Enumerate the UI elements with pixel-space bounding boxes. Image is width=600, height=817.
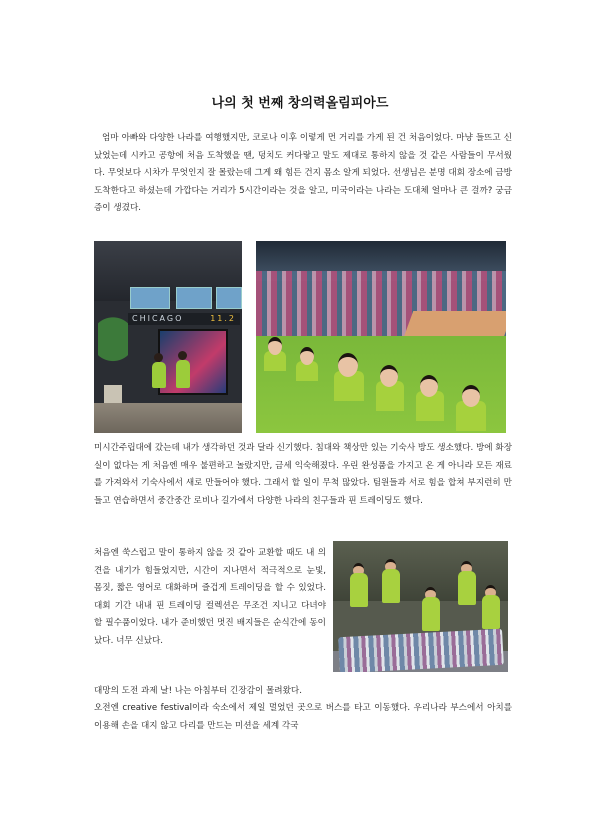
student bbox=[382, 569, 400, 603]
child-figure bbox=[152, 362, 166, 388]
flight-screen bbox=[130, 287, 170, 309]
student-face bbox=[420, 375, 438, 397]
child-head bbox=[178, 351, 187, 360]
child-figure bbox=[176, 360, 190, 388]
student-face bbox=[462, 385, 480, 407]
child-head bbox=[154, 353, 163, 362]
floor bbox=[94, 403, 242, 433]
photo-chicago-airport bbox=[94, 241, 242, 433]
display-screen bbox=[158, 329, 228, 395]
paragraph-intro: 엄마 아빠와 다양한 나라를 여행했지만, 코로나 이후 이렇게 먼 거리를 가게 된 건 처음이었다. 마냥 들뜨고 신났었는데 시카고 공항에 처음 도착했을 땐, 덩치도 커다랗고 말도 제대로 통하지 않을 것 같은 사람들이 무서웠다. 무엇보다 시차가 무엇인지 잘 몰랐는데 그게 왜 힘든 건지 몸소 알게 되었다. 선생님은 분명 대회 장소에 금방 도착한다고 하셨는데 가깝다는 거리가 5시간이라는 것을 알고, 미국이라는 나라는 도대체 얼마나 큰 걸까? 궁금증이 생겼다. bbox=[94, 133, 512, 214]
photo-pin-trading bbox=[333, 541, 508, 672]
pin-collection-board bbox=[338, 629, 504, 672]
student bbox=[422, 597, 440, 631]
plant bbox=[98, 317, 128, 391]
paragraph-pin-trading: 처음엔 쑥스럽고 말이 통하지 않을 것 같아 교환할 때도 내 의견을 내기가 힘들었지만, 시간이 지나면서 적극적으로 눈빛, 몸짓, 짧은 영어로 대화하며 즐겁게 트레이딩을 할 수 있었다. 대회 기간 내내 핀 트레이딩 컬렉션은 무조건 지니고 다녀야 할 필수품이었다. 내가 준비했던 멋진 배지들은 순식간에 동이 났다. 너무 신났다. bbox=[94, 548, 326, 646]
page-title: 나의 첫 번째 창의력올림피아드 bbox=[211, 96, 389, 111]
flight-screen bbox=[176, 287, 212, 309]
paragraph-creative-festival: 오전엔 creative festival이라 숙소에서 제일 멀었던 곳으로 버스를 타고 이동했다. 우리나라 부스에서 아치를 이용해 손을 대지 않고 다리를 만드는 미션을 세계 각국 bbox=[94, 703, 512, 731]
flight-screen bbox=[216, 287, 242, 309]
student-face bbox=[380, 365, 398, 387]
photo-arena-crowd bbox=[256, 241, 506, 433]
plant-pot bbox=[104, 385, 122, 405]
paragraph-dormitory: 미시간주립대에 갔는데 내가 생각하던 것과 달라 신기했다. 침대와 책상만 있는 기숙사 방도 생소했다. 방에 화장실이 없다는 게 처음엔 매우 불편하고 놀랐지만, 금세 익숙해졌다. 우린 완성품을 가지고 온 게 아니라 모든 재료를 가져와서 기숙사에서 새로 만들어야 했다. 그래서 할 일이 무척 많았다. 팀원들과 서로 힘을 합쳐 부지런히 만들고 연습하면서 중간중간 로비나 길가에서 다양한 나라의 친구들과 핀 트레이딩도 했다. bbox=[94, 443, 512, 506]
student-face bbox=[300, 347, 314, 365]
chicago-sign: CHICAGO 11.2 bbox=[128, 313, 240, 325]
student-face bbox=[268, 337, 282, 355]
paragraph-challenge-day: 대망의 도전 과제 날! 나는 아침부터 긴장감이 몰려왔다. bbox=[94, 686, 302, 696]
student bbox=[458, 571, 476, 605]
student bbox=[482, 595, 500, 629]
student bbox=[350, 573, 368, 607]
student-face bbox=[338, 353, 358, 377]
